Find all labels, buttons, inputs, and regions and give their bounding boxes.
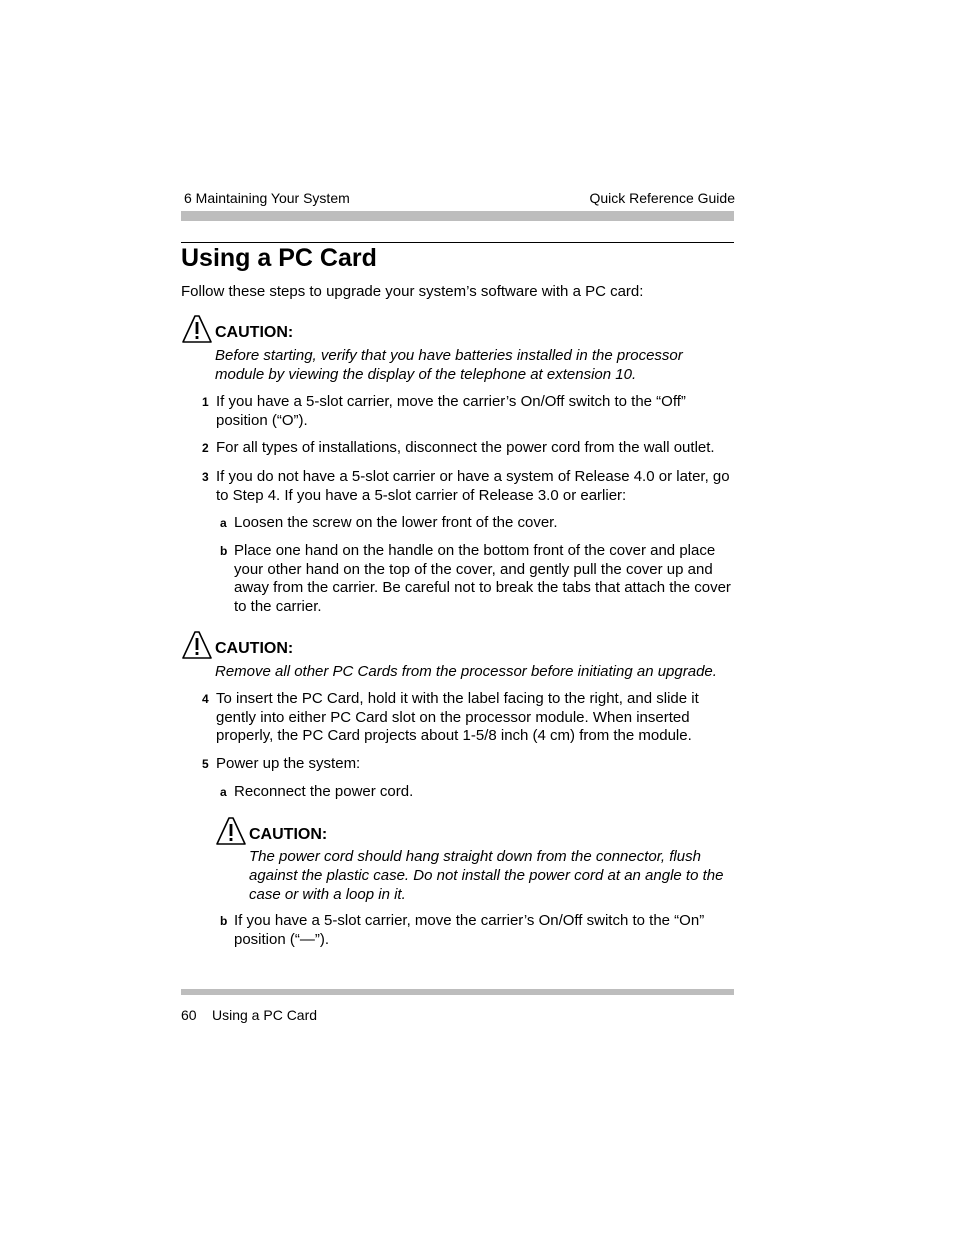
caution-warning-icon [181,630,213,660]
caution-label: CAUTION: [215,640,294,657]
substep-text: Place one hand on the handle on the bottom front of the cover and place your other hand on the top of the cover, and gently pull the cover up and away from the carrier. Be careful not to break the tabs that attach the cover to the carrier. [234,542,731,615]
caution-text: The power cord should hang straight down from the connector, flush against the plastic case. Do not install the power cord at an angle to the case or with a loop in it. [249,848,724,903]
section-title: Using a PC Card [181,244,377,272]
step-text: For all types of installations, disconnect the power cord from the wall outlet. [216,439,715,456]
step-text: To insert the PC Card, hold it with the label facing to the right, and slide it gently into either PC Card slot on the processor module. When inserted properly, the PC Card projects about 1-5/8 inch (4 cm) from the module. [216,690,699,744]
substep-letter: b [220,544,228,558]
caution-warning-icon [215,816,247,846]
step-text: If you have a 5-slot carrier, move the carrier’s On/Off switch to the “Off” position (“O”). [216,393,686,429]
substep-letter: a [220,516,227,530]
step-number: 3 [202,470,209,484]
substep-text: Loosen the screw on the lower front of the cover. [234,514,558,531]
page-number: 60 [181,1007,197,1023]
caution-text: Remove all other PC Cards from the processor before initiating an upgrade. [215,663,717,680]
step-text: If you do not have a 5-slot carrier or have a system of Release 4.0 or later, go to Step 4. If you have a 5-slot carrier of Release 3.0 or earlier: [216,468,730,504]
caution-warning-icon [181,314,213,344]
header-bar [181,211,734,221]
step-number: 5 [202,757,209,771]
caution-text: Before starting, verify that you have batteries installed in the processor module by viewing the display of the telephone at extension 10. [215,347,683,383]
step-number: 4 [202,692,209,706]
substep-letter: a [220,785,227,799]
footer-bar [181,989,734,995]
substep-text: Reconnect the power cord. [234,783,414,800]
caution-label: CAUTION: [249,826,328,843]
step-number: 1 [202,395,209,409]
footer-section-title: Using a PC Card [212,1007,318,1023]
running-header-guide: Quick Reference Guide [589,190,735,206]
running-header-chapter: 6 Maintaining Your System [184,190,350,206]
substep-letter: b [220,914,228,928]
caution-label: CAUTION: [215,324,294,341]
substep-text: If you have a 5-slot carrier, move the carrier’s On/Off switch to the “On” position (“—”). [234,912,705,948]
step-number: 2 [202,441,209,455]
intro-paragraph: Follow these steps to upgrade your system’s software with a PC card: [181,283,644,300]
step-text: Power up the system: [216,755,361,772]
